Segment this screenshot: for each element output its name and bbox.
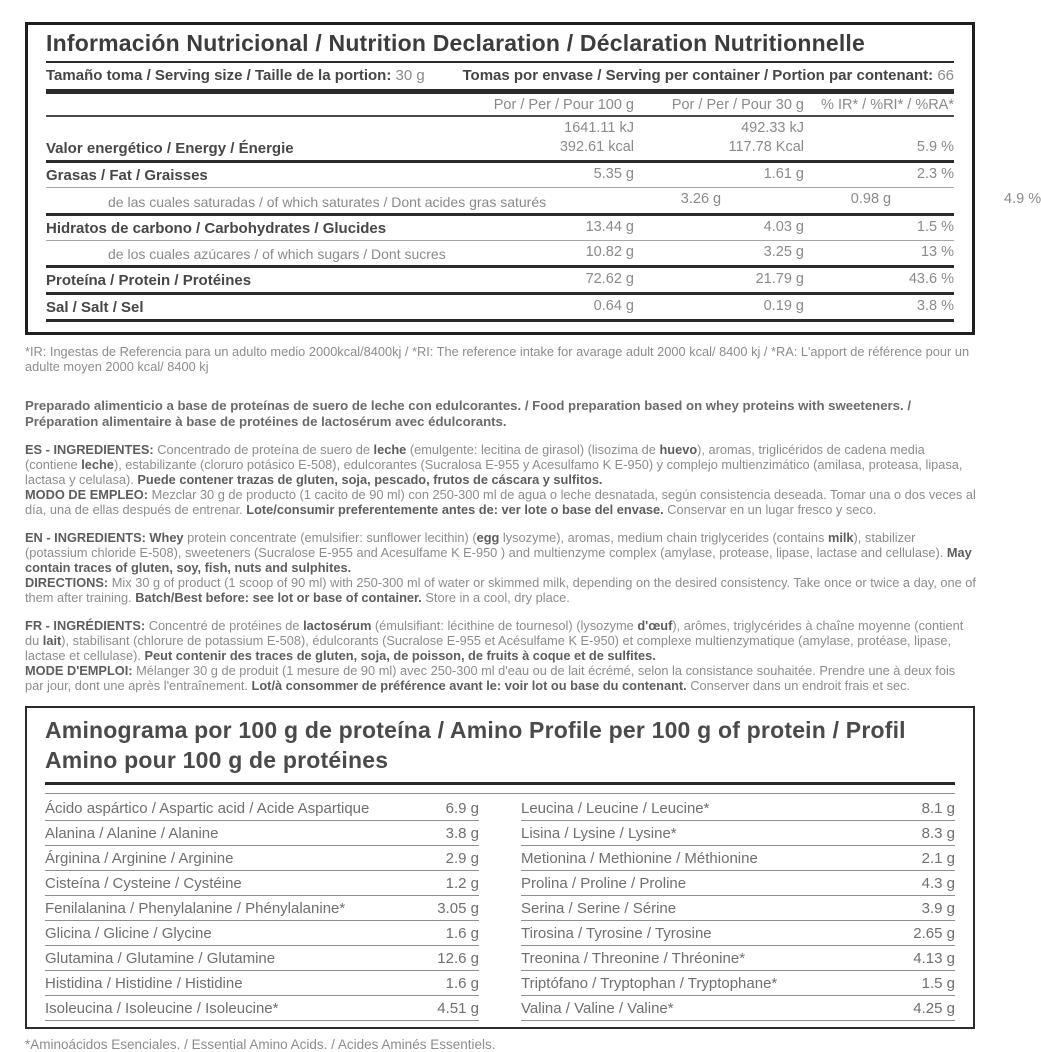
amino-value: 1.6 g [445,975,479,993]
value-line: 5.9 % [916,139,954,156]
value-ri-percent [804,243,954,262]
amino-row [45,920,479,945]
reference-intake-footnote: *IR: Ingestas de Referencia para un adulto medio 2000kcal/8400kj / *RI: The reference intake for avarage adult 2000 kcal/ 8400 kj / *RA: L'apport de référence pour un adulte moyen 2000 kcal/ 8400 kj [25,344,970,375]
directions-es-text: MODO DE EMPLEO: Mezclar 30 g de producto (1 cacito de 90 ml) con 250-300 ml de agua o leche desnatada, según consistencia deseada. Tomar una o dos veces al día, una de ellas después de entrenar. Lote/consumir preferentemente antes de: ver lote o base del envase. Conservar en un lugar fresco y seco. [25,486,976,517]
value-ri-percent [891,190,1041,209]
value-line: 13 % [920,243,954,260]
column-header-per-100g: Por / Per / Pour 100 g [493,97,634,113]
amino-row [45,970,479,995]
amino-row [521,845,955,870]
directions-fr-text: MODE D'EMPLOI: Mélanger 30 g de produit (1 mesure de 90 ml) avec 250-300 ml d'eau ou de lait écrémé, selon la consistance souhaitée. Prendre une à deux fois par jour, dont une après l'entraînement. Lot/à consommer de préférence avant le: voir lot ou base du contenant. Conserver dans un endroit frais et sec. [25,662,956,693]
value-per-100g [459,165,634,184]
amino-value: 2.9 g [445,850,479,868]
amino-name: Isoleucina / Isoleucine / Isoleucine* [45,1000,279,1018]
amino-value: 4.3 g [921,875,955,893]
servings-per-container-label: Tomas por envase / Serving per container / Portion par contenant: [462,67,934,84]
row-label: Sal / Salt / Sel [46,299,144,317]
amino-row [45,796,479,820]
row-label: Valor energético / Energy / Énergie [46,140,294,158]
value-per-100g [459,243,634,262]
amino-row [521,820,955,845]
row-label: Proteína / Protein / Protéines [46,271,252,289]
amino-row [45,895,479,920]
amino-value: 3.9 g [921,900,955,918]
amino-value: 2.65 g [913,925,955,943]
row-label: de los cuales azúcares / of which sugars / Dont sucres [108,245,446,262]
amino-row [45,995,479,1020]
column-header-ri-percent: % IR* / %RI* / %RA* [821,97,954,113]
amino-name: Glutamina / Glutamine / Glutamine [45,950,276,968]
column-header-per-30g: Por / Per / Pour 30 g [671,97,804,113]
nutrition-table-body [46,117,1041,322]
ingredients-en-text: EN - INGREDIENTS: Whey protein concentrate (emulsifier: sunflower lecithin) (egg lysozyme), aromas, medium chain triglycerides (contains milk), stabilizer (potassium chloride E-508), sweeteners (Sucralose E-955 and Acesulfame K E-950 ) and multienzyme complex (amylase, protease, lipase, lactase and cellulase). May contain traces of gluten, soy, fish, nuts and sulphites. [25,529,972,575]
nutrition-row [46,188,1041,215]
amino-table [45,793,955,1021]
value-line: 1.61 g [763,166,804,183]
nutrition-row [46,117,954,163]
amino-value: 8.3 g [921,825,955,843]
amino-row [521,870,955,895]
value-line: 3.25 g [763,243,804,260]
ingredients-fr [25,619,977,694]
nutrition-row [46,268,954,295]
amino-col-left [45,796,479,1021]
nutrition-panel [25,22,1041,335]
amino-name: Cisteína / Cysteine / Cystéine [45,875,242,893]
serving-size-value: 30 g [395,67,425,84]
amino-value: 4.25 g [913,1000,955,1018]
amino-value: 4.13 g [913,950,955,968]
amino-name: Árginina / Arginine / Arginine [45,850,234,868]
value-line: 13.44 g [585,218,634,235]
amino-name: Tirosina / Tyrosine / Tyrosine [521,925,712,943]
value-ri-percent [804,270,954,289]
nutrition-row [46,163,954,188]
value-line: 392.61 kcal [559,139,634,156]
amino-value: 3.05 g [437,900,479,918]
value-ri-percent [804,297,954,316]
amino-row [45,845,479,870]
amino-name: Valina / Valine / Valine* [521,1000,674,1018]
amino-row [45,870,479,895]
amino-col-right [521,796,955,1021]
amino-value: 3.8 g [445,825,479,843]
amino-name: Lisina / Lysine / Lysine* [521,825,677,843]
value-line: 1641.11 kJ [564,120,634,136]
amino-name: Ácido aspártico / Aspartic acid / Acide Aspartique [45,800,370,818]
value-per-30g [634,218,804,237]
amino-value: 1.5 g [921,975,955,993]
value-line: 2.3 % [916,166,954,183]
nutrition-row [46,295,954,322]
value-line: 21.79 g [755,270,804,287]
serving-size [46,67,425,84]
amino-value: 12.6 g [437,950,479,968]
ingredients-es-text: ES - INGREDIENTES: Concentrado de proteína de suero de leche (emulgente: lecitina de girasol) (lisozima de huevo), aromas, triglicéridos de cadena media (contiene leche), estabilizante (cloruro potásico E-508), edulcorantes (Sucralosa E-955 y Acesulfamo K E-950) y complejo multienzimático (amilasa, proteasa, lipasa, lactasa y celulasa). Puede contener trazas de gluten, soja, pescado, frutos de cáscara y sulfitos. [25,441,963,487]
ingredients-fr-text: FR - INGRÉDIENTS: Concentré de protéines de lactosérum (émulsifiant: lécithine de tournesol) (lysozyme d'œuf), arômes, triglycérides à chaîne moyenne (contient du lait), stabilisant (chlorure de potassium E-508), édulcorants (Sucralose E-955 et Acésulfame K E-950) et complexe multienzymatique (amylase, protéase, lipase, lactase et cellulase). Peut contenir des traces de gluten, soja, de poisson, de fruits à coque et de sulfites. [25,617,964,663]
amino-value: 1.6 g [445,925,479,943]
amino-name: Triptófano / Tryptophan / Tryptophane* [521,975,778,993]
nutrition-title: Información Nutricional / Nutrition Declaration / Déclaration Nutritionnelle [46,25,954,63]
row-label: Grasas / Fat / Graisses [46,167,208,185]
value-per-30g [634,297,804,316]
amino-name: Fenilalanina / Phenylalanine / Phénylalanine* [45,900,346,918]
amino-row [521,970,955,995]
value-line: 43.6 % [908,270,954,287]
amino-value: 1.2 g [445,875,479,893]
amino-name: Serina / Serine / Sérine [521,900,677,918]
value-line: 3.8 % [916,297,954,314]
essential-amino-footnote: *Aminoácidos Esenciales. / Essential Amino Acids. / Acides Aminés Essentiels. [25,1037,496,1052]
value-ri-percent [804,218,954,237]
value-line: 0.19 g [763,297,804,314]
directions-en-text: DIRECTIONS: Mix 30 g of product (1 scoop of 90 ml) with 250-300 ml of water or skimmed milk, depending on the desired consistency. Take once or twice a day, one of them after training. Batch/Best before: see lot or base of container. Store in a cool, dry place. [25,574,976,605]
value-per-100g [459,270,634,289]
value-per-100g [459,297,634,316]
ingredients-en [25,531,977,606]
amino-row [521,945,955,970]
amino-name: Metionina / Methionine / Méthionine [521,850,758,868]
row-label: de las cuales saturadas / of which saturates / Dont acides gras saturés [108,193,547,210]
value-line: 4.03 g [763,218,804,235]
value-line: 0.98 g [850,191,892,208]
nutrition-table-header [46,94,954,117]
value-ri-percent [804,165,954,184]
amino-row [45,945,479,970]
value-line: 3.26 g [680,191,722,208]
amino-value: 4.51 g [437,1000,479,1018]
value-per-30g [634,119,804,157]
amino-name: Leucina / Leucine / Leucine* [521,800,710,818]
amino-row [521,920,955,945]
value-line: 5.35 g [593,166,634,183]
value-ri-percent [804,119,954,157]
servings-per-container [462,67,954,84]
amino-name: Histidina / Histidine / Histidine [45,975,243,993]
value-line: 0.64 g [593,297,634,314]
amino-row [45,820,479,845]
value-per-100g [546,190,721,209]
value-line: 4.9 % [1004,191,1041,208]
nutrition-row [46,216,954,241]
value-per-30g [634,165,804,184]
value-per-100g [459,218,634,237]
value-per-30g [634,270,804,289]
amino-profile-title: Aminograma por 100 g de proteína / Amino Profile per 100 g of protein / Profil Amino pour 100 g de protéines [45,708,955,785]
amino-row [521,995,955,1020]
amino-value: 2.1 g [921,850,955,868]
row-label: Hidratos de carbono / Carbohydrates / Glucides [46,219,387,237]
amino-row [521,796,955,820]
value-line: 117.78 Kcal [728,139,804,156]
serving-size-label: Tamaño toma / Serving size / Taille de la portion: [46,67,392,84]
ingredients-es [25,443,977,518]
amino-value: 8.1 g [921,800,955,818]
serving-size-row [46,63,954,94]
value-line: 10.82 g [585,243,634,260]
amino-row [521,895,955,920]
value-per-30g [634,243,804,262]
servings-per-container-value: 66 [937,67,954,84]
value-line: 72.62 g [585,270,634,287]
product-description: Preparado alimenticio a base de proteínas de suero de leche con edulcorantes. / Food preparation based on whey proteins with sweeteners. / Préparation alimentaire à base de protéines de lactosérum avec édulcorants. [25,398,911,429]
amino-profile-panel [25,706,975,1029]
amino-name: Glicina / Glicine / Glycine [45,925,212,943]
value-line: 492.33 kJ [741,120,804,136]
value-per-30g [721,190,891,209]
amino-name: Prolina / Proline / Proline [521,875,687,893]
amino-name: Alanina / Alanine / Alanine [45,825,219,843]
amino-name: Treonina / Threonine / Thréonine* [521,950,746,968]
value-line [804,119,954,138]
value-line: 1.5 % [916,218,954,235]
nutrition-row [46,241,954,268]
value-per-100g [459,119,634,157]
amino-value: 6.9 g [445,800,479,818]
